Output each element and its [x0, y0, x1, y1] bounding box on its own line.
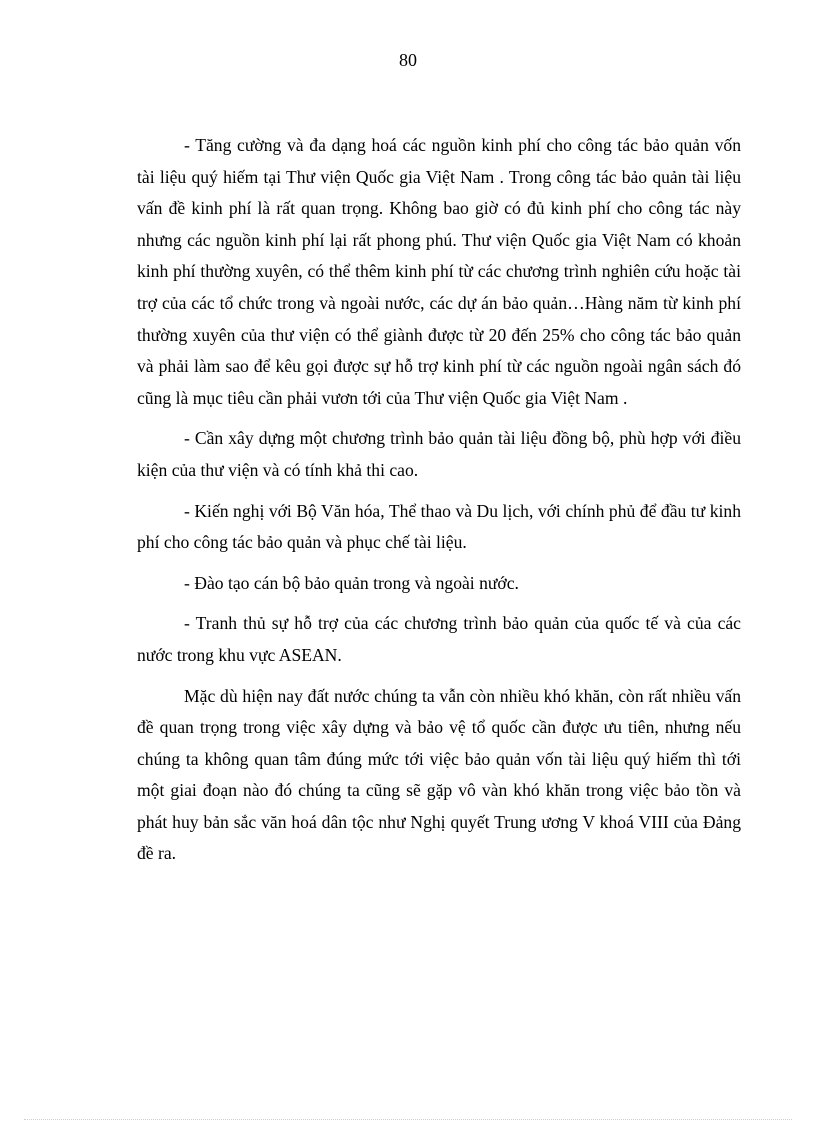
paragraph-staff-training: - Đào tạo cán bộ bảo quản trong và ngoài nước. — [184, 572, 519, 593]
paragraph-preservation-program: - Cần xây dựng một chương trình bảo quản tài liệu đồng bộ, phù hợp với điều kiện của thư viện và có tính khả thi cao. — [137, 428, 741, 480]
paragraph-international-support: - Tranh thủ sự hỗ trợ của các chương trình bảo quản của quốc tế và của các nước trong khu vực ASEAN. — [137, 613, 741, 665]
page-bottom-divider — [24, 1119, 792, 1120]
paragraph-funding-diversification: - Tăng cường và đa dạng hoá các nguồn kinh phí cho công tác bảo quản vốn tài liệu quý hiếm tại Thư viện Quốc gia Việt Nam . Trong công tác bảo quản tài liệu vấn đề kinh phí là rất quan trọng. Không bao giờ có đủ kinh phí cho công tác này nhưng các nguồn kinh phí lại rất phong phú. Thư viện Quốc gia Việt Nam có khoản kinh phí thường xuyên, có thể thêm kinh phí từ các chương trình nghiên cứu hoặc tài trợ của các tổ chức trong và ngoài nước, các dự án bảo quản…Hàng năm từ kinh phí thường xuyên của thư viện có thể giành được từ 20 đến 25% cho công tác bảo quản và phải làm sao để kêu gọi được sự hỗ trợ kinh phí từ các nguồn ngoài ngân sách đó cũng là mục tiêu cần phải vươn tới của Thư viện Quốc gia Việt Nam . — [137, 135, 741, 408]
page-number: 80 — [399, 50, 417, 70]
paragraph-conclusion: Mặc dù hiện nay đất nước chúng ta vẫn còn nhiều khó khăn, còn rất nhiều vấn đề quan trọng trong việc xây dựng và bảo vệ tổ quốc cần được ưu tiên, nhưng nếu chúng ta không quan tâm đúng mức tới việc bảo quản vốn tài liệu quý hiếm thì tới một giai đoạn nào đó chúng ta cũng sẽ gặp vô vàn khó khăn trong việc bảo tồn và phát huy bản sắc văn hoá dân tộc như Nghị quyết Trung ương V khoá VIII của Đảng đề ra. — [137, 685, 741, 864]
paragraph-ministry-recommendation: - Kiến nghị với Bộ Văn hóa, Thể thao và Du lịch, với chính phủ để đầu tư kinh phí cho công tác bảo quản và phục chế tài liệu. — [137, 500, 741, 553]
body-text — [137, 130, 741, 879]
